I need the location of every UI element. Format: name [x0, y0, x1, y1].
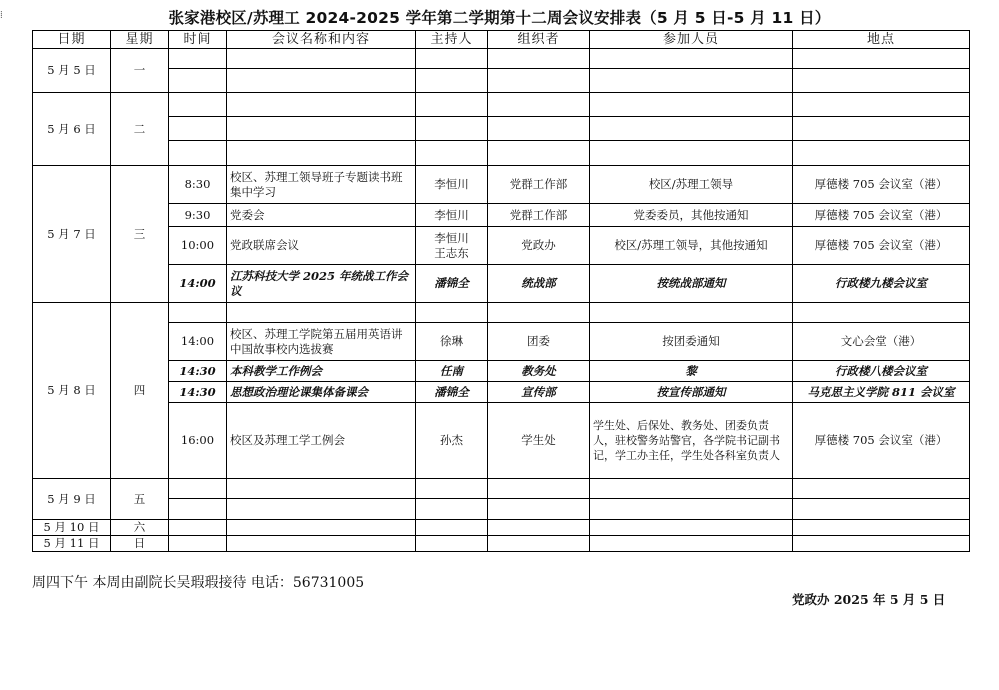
table-row [33, 479, 970, 499]
weekday-cell: 一 [111, 49, 169, 93]
reception-note: 周四下午 本周由副院长吴瑕瑕接待 电话：56731005 [32, 575, 365, 591]
meeting-time: 8:30 [169, 166, 227, 204]
date-cell: 5 月 7 日 [33, 166, 111, 303]
weekday-cell: 五 [111, 479, 169, 520]
meeting-host: 潘锦全 [416, 265, 488, 303]
meeting-host: 李恒川 [416, 166, 488, 204]
table-row [33, 520, 970, 536]
weekday-cell: 二 [111, 93, 169, 166]
meeting-time: 9:30 [169, 204, 227, 227]
meeting-time: 14:30 [169, 382, 227, 403]
meeting-name: 江苏科技大学 2025 年统战工作会议 [227, 265, 416, 303]
meeting-name: 党政联席会议 [227, 227, 416, 265]
date-cell: 5 月 9 日 [33, 479, 111, 520]
meeting-name: 校区、苏理工领导班子专题读书班集中学习 [227, 166, 416, 204]
meeting-attendees: 黎 [590, 361, 793, 382]
header-attendees: 参加人员 [590, 31, 793, 49]
table-row [33, 499, 970, 520]
meeting-schedule-table [32, 30, 970, 552]
meeting-name: 本科教学工作例会 [227, 361, 416, 382]
meeting-attendees: 按团委通知 [590, 323, 793, 361]
header-date: 日期 [33, 31, 111, 49]
date-cell: 5 月 11 日 [33, 536, 111, 552]
date-cell: 5 月 6 日 [33, 93, 111, 166]
meeting-time: 14:30 [169, 361, 227, 382]
table-row [33, 382, 970, 403]
header-host: 主持人 [416, 31, 488, 49]
meeting-organizer: 党群工作部 [488, 204, 590, 227]
table-row [33, 166, 970, 204]
meeting-location: 马克思主义学院 811 会议室 [793, 382, 970, 403]
meeting-host: 潘锦全 [416, 382, 488, 403]
date-cell: 5 月 8 日 [33, 303, 111, 479]
table-row [33, 403, 970, 479]
meeting-location: 行政楼九楼会议室 [793, 265, 970, 303]
meeting-organizer: 党政办 [488, 227, 590, 265]
weekday-cell: 六 [111, 520, 169, 536]
table-row [33, 536, 970, 552]
date-cell: 5 月 5 日 [33, 49, 111, 93]
header-meeting-name: 会议名称和内容 [227, 31, 416, 49]
table-row [33, 69, 970, 93]
meeting-attendees: 党委委员，其他按通知 [590, 204, 793, 227]
meeting-host: 孙杰 [416, 403, 488, 479]
meeting-host: 任南 [416, 361, 488, 382]
meeting-name: 思想政治理论课集体备课会 [227, 382, 416, 403]
meeting-time: 14:00 [169, 323, 227, 361]
header-weekday: 星期 [111, 31, 169, 49]
header-location: 地点 [793, 31, 970, 49]
table-row [33, 141, 970, 166]
meeting-name: 校区及苏理工学工例会 [227, 403, 416, 479]
meeting-attendees: 按宣传部通知 [590, 382, 793, 403]
meeting-organizer: 团委 [488, 323, 590, 361]
weekday-cell: 四 [111, 303, 169, 479]
header-organizer: 组织者 [488, 31, 590, 49]
date-cell: 5 月 10 日 [33, 520, 111, 536]
table-row [33, 361, 970, 382]
meeting-attendees: 校区/苏理工领导 [590, 166, 793, 204]
table-row [33, 93, 970, 117]
meeting-location: 行政楼八楼会议室 [793, 361, 970, 382]
meeting-organizer: 党群工作部 [488, 166, 590, 204]
table-row [33, 117, 970, 141]
meeting-name: 党委会 [227, 204, 416, 227]
table-row [33, 265, 970, 303]
meeting-attendees: 按统战部通知 [590, 265, 793, 303]
meeting-organizer: 学生处 [488, 403, 590, 479]
meeting-location: 厚德楼 705 会议室（港） [793, 403, 970, 479]
meeting-location: 厚德楼 705 会议室（港） [793, 204, 970, 227]
meeting-attendees: 学生处、后保处、教务处、团委负责人，驻校警务站警官，各学院书记副书记，学工办主任，学生处各科室负责人 [590, 403, 793, 479]
weekday-cell: 三 [111, 166, 169, 303]
header-time: 时间 [169, 31, 227, 49]
meeting-organizer: 宣传部 [488, 382, 590, 403]
meeting-attendees: 校区/苏理工领导，其他按通知 [590, 227, 793, 265]
meeting-time: 16:00 [169, 403, 227, 479]
meeting-host: 李恒川 王志东 [416, 227, 488, 265]
table-header-row [33, 31, 970, 49]
meeting-name: 校区、苏理工学院第五届用英语讲中国故事校内选拔赛 [227, 323, 416, 361]
meeting-location: 厚德楼 705 会议室（港） [793, 227, 970, 265]
meeting-time: 10:00 [169, 227, 227, 265]
meeting-location: 文心会堂（港） [793, 323, 970, 361]
table-row [33, 49, 970, 69]
table-row [33, 227, 970, 265]
weekday-cell: 日 [111, 536, 169, 552]
table-row [33, 204, 970, 227]
meeting-host: 李恒川 [416, 204, 488, 227]
page-marker: ⁞ [0, 10, 3, 21]
table-row [33, 303, 970, 323]
meeting-host: 徐琳 [416, 323, 488, 361]
meeting-location: 厚德楼 705 会议室（港） [793, 166, 970, 204]
meeting-time: 14:00 [169, 265, 227, 303]
table-row [33, 323, 970, 361]
meeting-organizer: 统战部 [488, 265, 590, 303]
document-title: 张家港校区/苏理工 2024-2025 学年第二学期第十二周会议安排表（5 月 5 日-5 月 11 日） [168, 9, 831, 27]
issuer-signature: 党政办 2025 年 5 月 5 日 [792, 592, 946, 607]
meeting-organizer: 教务处 [488, 361, 590, 382]
